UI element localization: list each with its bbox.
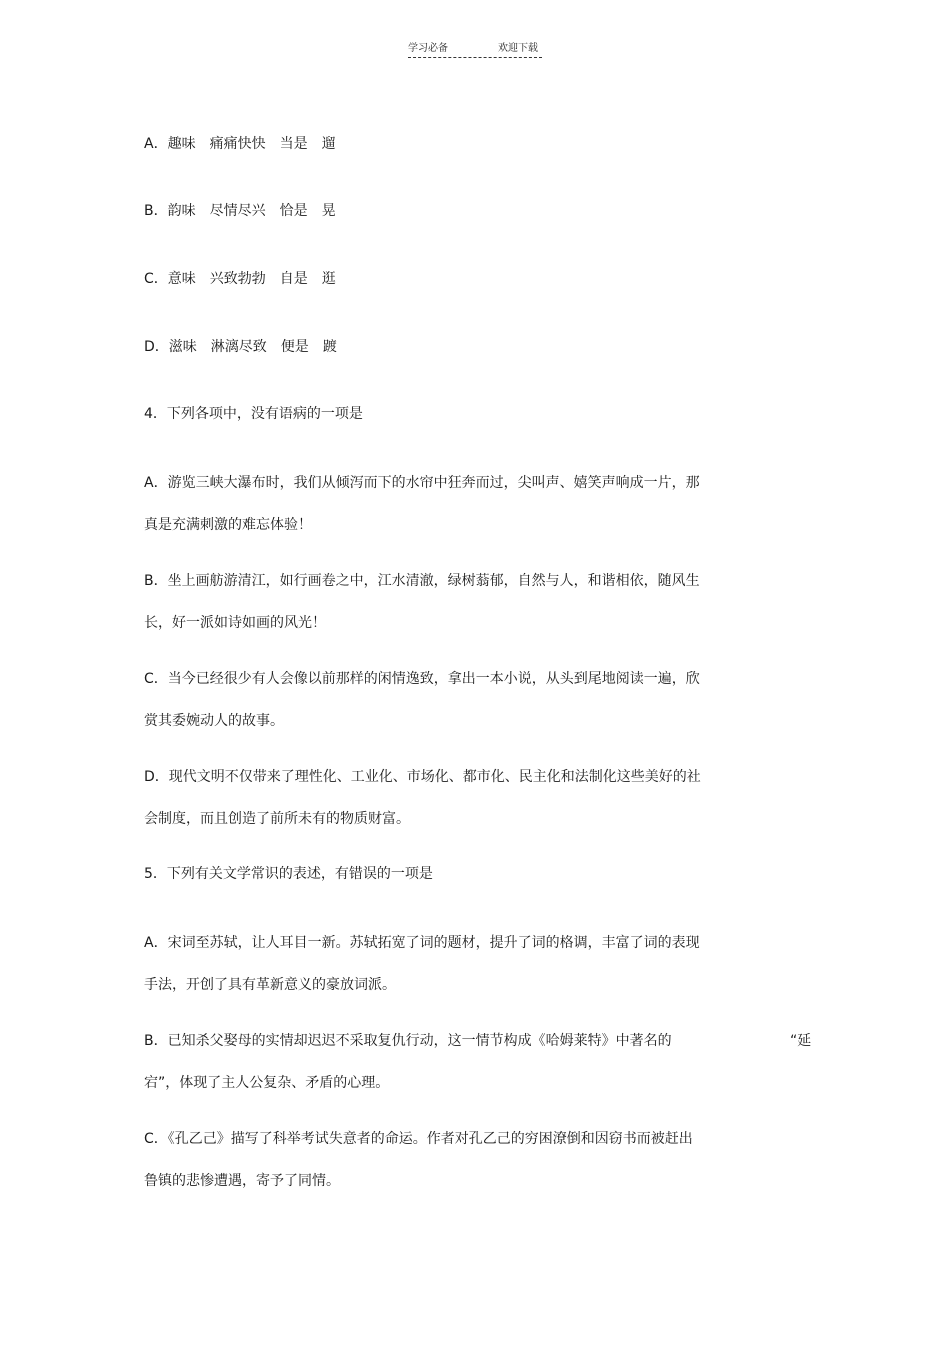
header-right-text: 欢迎下载 <box>498 43 538 54</box>
q3-a-word4: 遛 <box>321 136 336 152</box>
q3-b-word4: 晃 <box>321 203 336 219</box>
q3-c-word3: 自是 <box>279 271 308 287</box>
q3-c-word2: 兴致勃勃 <box>209 271 266 287</box>
q3-b-word1: B．韵味 <box>144 203 196 219</box>
q3-a-word3: 当是 <box>279 136 308 152</box>
q5-option-b-line1: B．已知杀父娶母的实情却迟迟不采取复仇行动，这一情节构成《哈姆莱特》中著名的 <box>144 1033 672 1049</box>
q3-c-word1: C．意味 <box>144 271 196 287</box>
q3-option-c <box>144 270 336 288</box>
q3-option-a <box>144 135 336 153</box>
q4-option-c-line1: C．当今已经很少有人会像以前那样的闲情逸致，拿出一本小说，从头到尾地阅读一遍，欣 <box>144 671 700 687</box>
q5-option-b-line2: 宕”，体现了主人公复杂、矛盾的心理。 <box>144 1075 390 1091</box>
q5-option-b-line1-tail: “延 <box>790 1033 812 1049</box>
q4-option-c-line2: 赏其委婉动人的故事。 <box>144 713 284 729</box>
q3-d-word4: 踱 <box>322 339 337 355</box>
q4-option-d-line1: D．现代文明不仅带来了理性化、工业化、市场化、都市化、民主化和法制化这些美好的社 <box>144 769 701 785</box>
q5-stem: 5．下列有关文学常识的表述，有错误的一项是 <box>144 866 433 882</box>
q3-d-word1: D．滋味 <box>144 339 197 355</box>
q3-d-word3: 便是 <box>280 339 309 355</box>
q3-option-b <box>144 202 336 220</box>
q3-d-word2: 淋漓尽致 <box>210 339 267 355</box>
q5-option-c-line2: 鲁镇的悲惨遭遇，寄予了同情。 <box>144 1173 340 1189</box>
q4-option-d-line2: 会制度，而且创造了前所未有的物质财富。 <box>144 811 410 827</box>
header-left-text: 学习必备 <box>408 43 448 54</box>
q4-option-a-line2: 真是充满刺激的难忘体验！ <box>144 517 312 533</box>
q4-stem: 4．下列各项中，没有语病的一项是 <box>144 406 363 422</box>
q3-b-word2: 尽情尽兴 <box>209 203 266 219</box>
q3-a-word1: A．趣味 <box>144 136 196 152</box>
q3-a-word2: 痛痛快快 <box>209 136 266 152</box>
q4-option-b-line2: 长，好一派如诗如画的风光！ <box>144 615 326 631</box>
q5-option-a-line2: 手法，开创了具有革新意义的豪放词派。 <box>144 977 396 993</box>
q5-option-a-line1: A．宋词至苏轼，让人耳目一新。苏轼拓宽了词的题材，提升了词的格调，丰富了词的表现 <box>144 935 700 951</box>
q3-c-word4: 逛 <box>321 271 336 287</box>
page-header <box>408 39 542 58</box>
q3-option-d <box>144 338 337 356</box>
q4-option-a-line1: A．游览三峡大瀑布时，我们从倾泻而下的水帘中狂奔而过，尖叫声、嬉笑声响成一片，那 <box>144 475 700 491</box>
q4-option-b-line1: B．坐上画舫游清江，如行画卷之中，江水清澈，绿树蓊郁，自然与人，和谐相依，随风生 <box>144 573 700 589</box>
q5-option-c-line1: C．《孔乙己》描写了科举考试失意者的命运。作者对孔乙己的穷困潦倒和因窃书而被赶出 <box>144 1131 693 1147</box>
q3-b-word3: 恰是 <box>279 203 308 219</box>
